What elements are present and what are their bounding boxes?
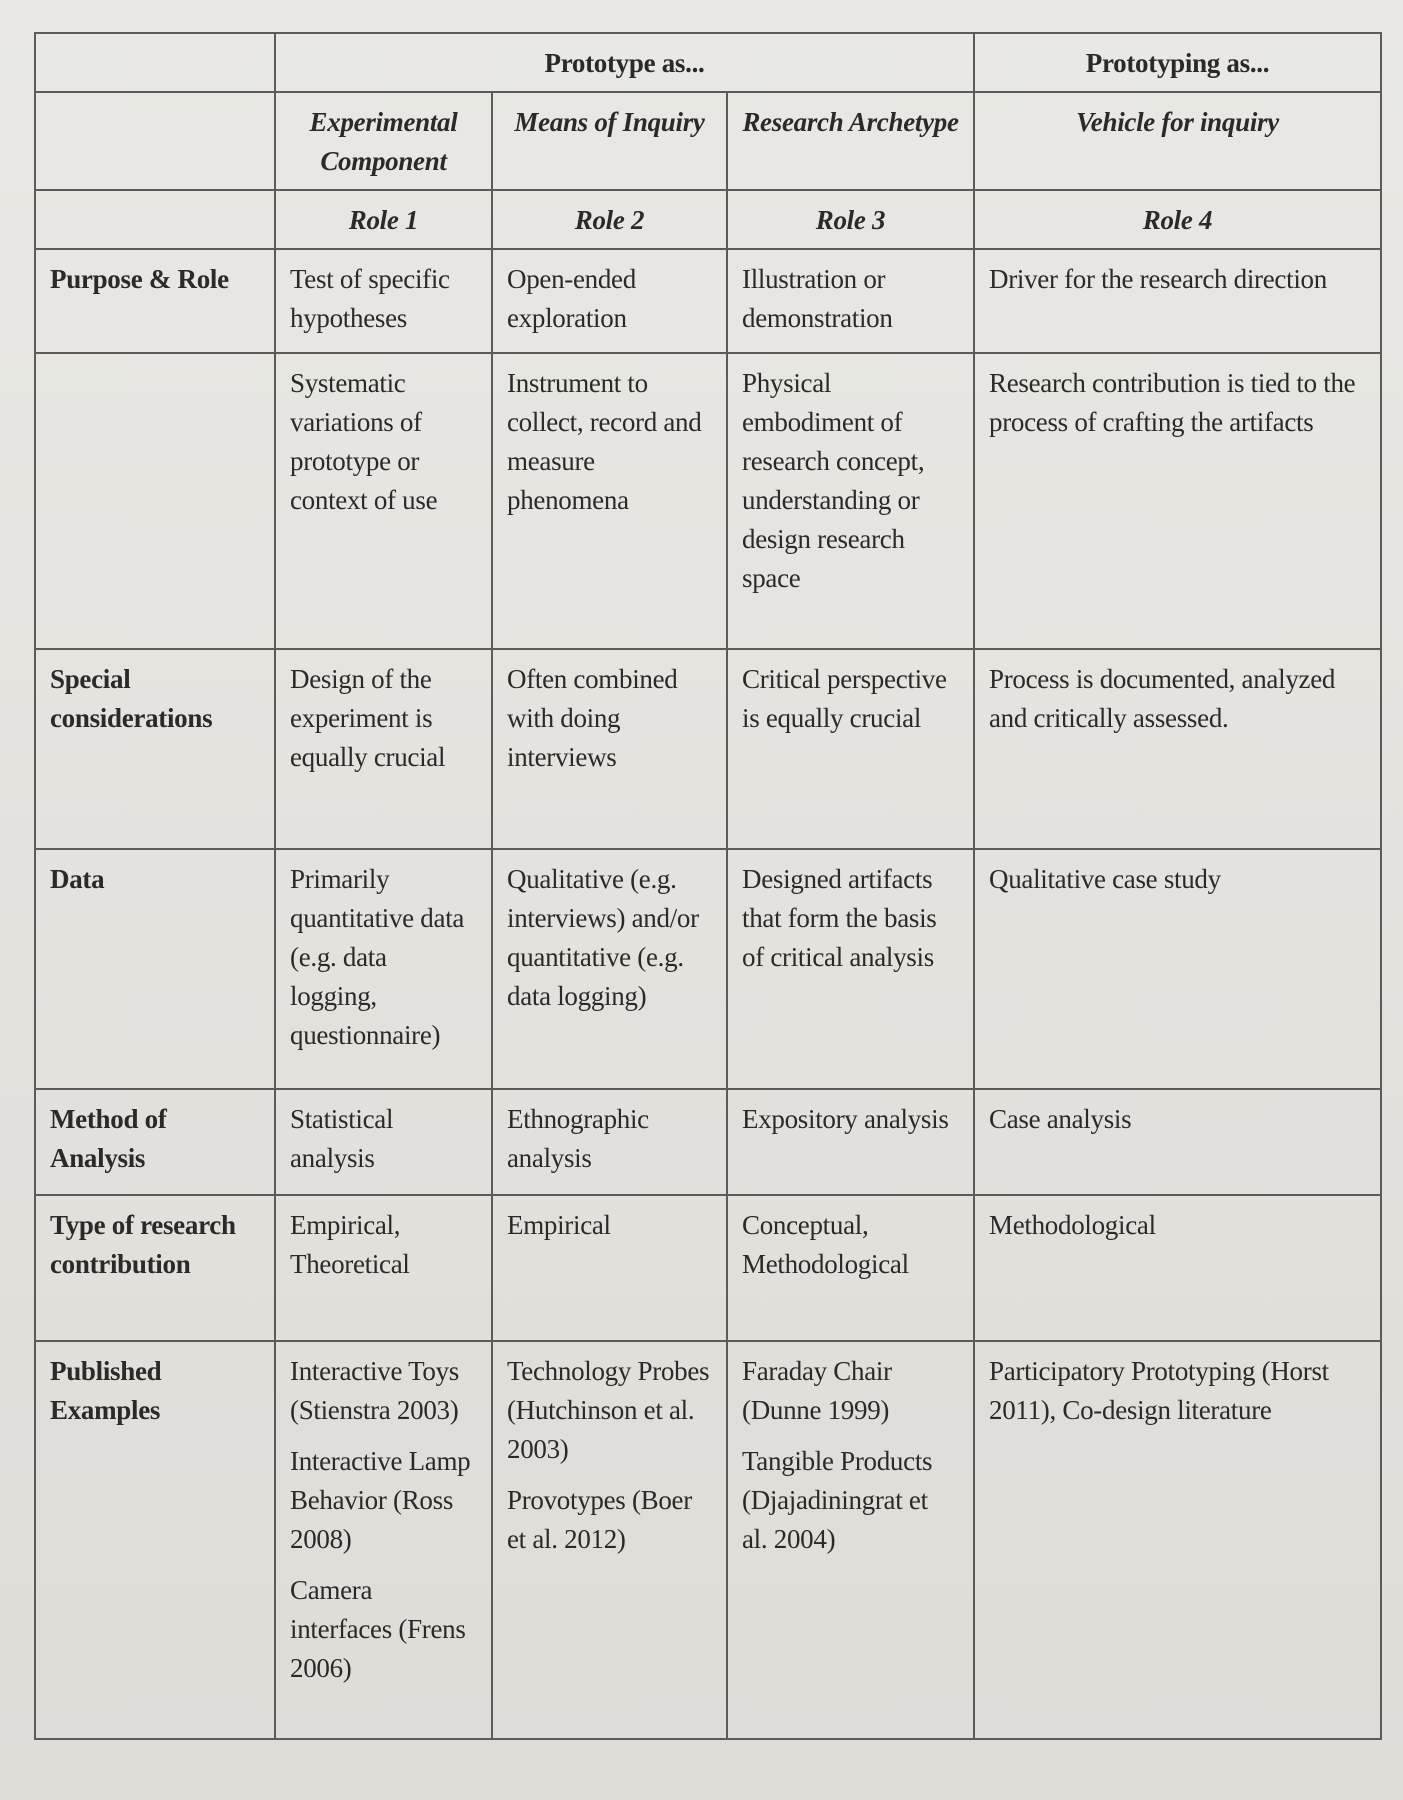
corner-cell bbox=[35, 33, 275, 92]
data-role-2: Qualitative (e.g. interviews) and/or quantitative (e.g. data logging) bbox=[492, 849, 727, 1089]
archetype-row-label bbox=[35, 92, 275, 190]
data-role-3: Designed artifacts that form the basis of critical analysis bbox=[727, 849, 974, 1089]
example-tangible-products: Tangible Products (Djajadiningrat et al. 2004) bbox=[742, 1446, 933, 1554]
purpose-detail-role-4: Research contribution is tied to the process of crafting the artifacts bbox=[974, 353, 1381, 649]
purpose-role-3: Illustration or demonstration bbox=[727, 249, 974, 353]
method-role-3: Expository analysis bbox=[727, 1089, 974, 1195]
examples-role-2 bbox=[492, 1341, 727, 1739]
examples-role-1 bbox=[275, 1341, 492, 1739]
contribution-role-4: Methodological bbox=[974, 1195, 1381, 1341]
contribution-role-2: Empirical bbox=[492, 1195, 727, 1341]
method-role-1: Statistical analysis bbox=[275, 1089, 492, 1195]
archetype-means-of-inquiry: Means of Inquiry bbox=[492, 92, 727, 190]
purpose-detail-role-1: Systematic variations of prototype or context of use bbox=[275, 353, 492, 649]
role-4-header: Role 4 bbox=[974, 190, 1381, 249]
role-row bbox=[35, 190, 1381, 249]
special-role-4: Process is documented, analyzed and critically assessed. bbox=[974, 649, 1381, 849]
archetype-vehicle-for-inquiry: Vehicle for inquiry bbox=[974, 92, 1381, 190]
group-header-prototyping-as: Prototyping as... bbox=[974, 33, 1381, 92]
contribution-row bbox=[35, 1195, 1381, 1341]
example-interactive-lamp: Interactive Lamp Behavior (Ross 2008) bbox=[290, 1446, 471, 1554]
purpose-row bbox=[35, 249, 1381, 353]
role-2-header: Role 2 bbox=[492, 190, 727, 249]
purpose-role-2: Open-ended exploration bbox=[492, 249, 727, 353]
example-interactive-toys: Interactive Toys (Stienstra 2003) bbox=[290, 1356, 459, 1425]
method-role-2: Ethnographic analysis bbox=[492, 1089, 727, 1195]
role-3-header: Role 3 bbox=[727, 190, 974, 249]
purpose-detail-role-2: Instrument to collect, record and measure phenomena bbox=[492, 353, 727, 649]
purpose-role-4: Driver for the research direction bbox=[974, 249, 1381, 353]
purpose-role-1: Test of specific hypotheses bbox=[275, 249, 492, 353]
row-label-purpose-role: Purpose & Role bbox=[35, 249, 275, 353]
role-row-label bbox=[35, 190, 275, 249]
row-label-research-contribution: Type of research contribution bbox=[35, 1195, 275, 1341]
examples-role-4 bbox=[974, 1341, 1381, 1739]
group-header-row bbox=[35, 33, 1381, 92]
archetype-row bbox=[35, 92, 1381, 190]
row-label-special-considerations: Special considerations bbox=[35, 649, 275, 849]
examples-row bbox=[35, 1341, 1381, 1739]
archetype-experimental-component: Experimental Component bbox=[275, 92, 492, 190]
method-row bbox=[35, 1089, 1381, 1195]
method-role-4: Case analysis bbox=[974, 1089, 1381, 1195]
example-faraday-chair: Faraday Chair (Dunne 1999) bbox=[742, 1356, 892, 1425]
row-label-published-examples: Published Examples bbox=[35, 1341, 275, 1739]
example-technology-probes: Technology Probes (Hutchinson et al. 2003) bbox=[507, 1356, 710, 1464]
special-role-3: Critical perspective is equally crucial bbox=[727, 649, 974, 849]
data-row bbox=[35, 849, 1381, 1089]
row-label-method-of-analysis: Method of Analysis bbox=[35, 1089, 275, 1195]
purpose-detail-row bbox=[35, 353, 1381, 649]
role-1-header: Role 1 bbox=[275, 190, 492, 249]
archetype-research-archetype: Research Archetype bbox=[727, 92, 974, 190]
example-provotypes: Provotypes (Boer et al. 2012) bbox=[507, 1485, 692, 1554]
purpose-detail-role-3: Physical embodiment of research concept, understanding or design research space bbox=[727, 353, 974, 649]
contribution-role-3: Conceptual, Methodological bbox=[727, 1195, 974, 1341]
examples-role-3 bbox=[727, 1341, 974, 1739]
example-camera-interfaces: Camera interfaces (Frens 2006) bbox=[290, 1575, 466, 1683]
contribution-role-1: Empirical, Theoretical bbox=[275, 1195, 492, 1341]
data-role-4: Qualitative case study bbox=[974, 849, 1381, 1089]
example-participatory-prototyping: Participatory Prototyping (Horst 2011), Co-design literature bbox=[989, 1356, 1329, 1425]
special-role-1: Design of the experiment is equally crucial bbox=[275, 649, 492, 849]
prototype-roles-table bbox=[34, 32, 1382, 1740]
row-label-purpose-detail bbox=[35, 353, 275, 649]
row-label-data: Data bbox=[35, 849, 275, 1089]
group-header-prototype-as: Prototype as... bbox=[275, 33, 974, 92]
special-role-2: Often combined with doing interviews bbox=[492, 649, 727, 849]
data-role-1: Primarily quantitative data (e.g. data logging, questionnaire) bbox=[275, 849, 492, 1089]
special-considerations-row bbox=[35, 649, 1381, 849]
